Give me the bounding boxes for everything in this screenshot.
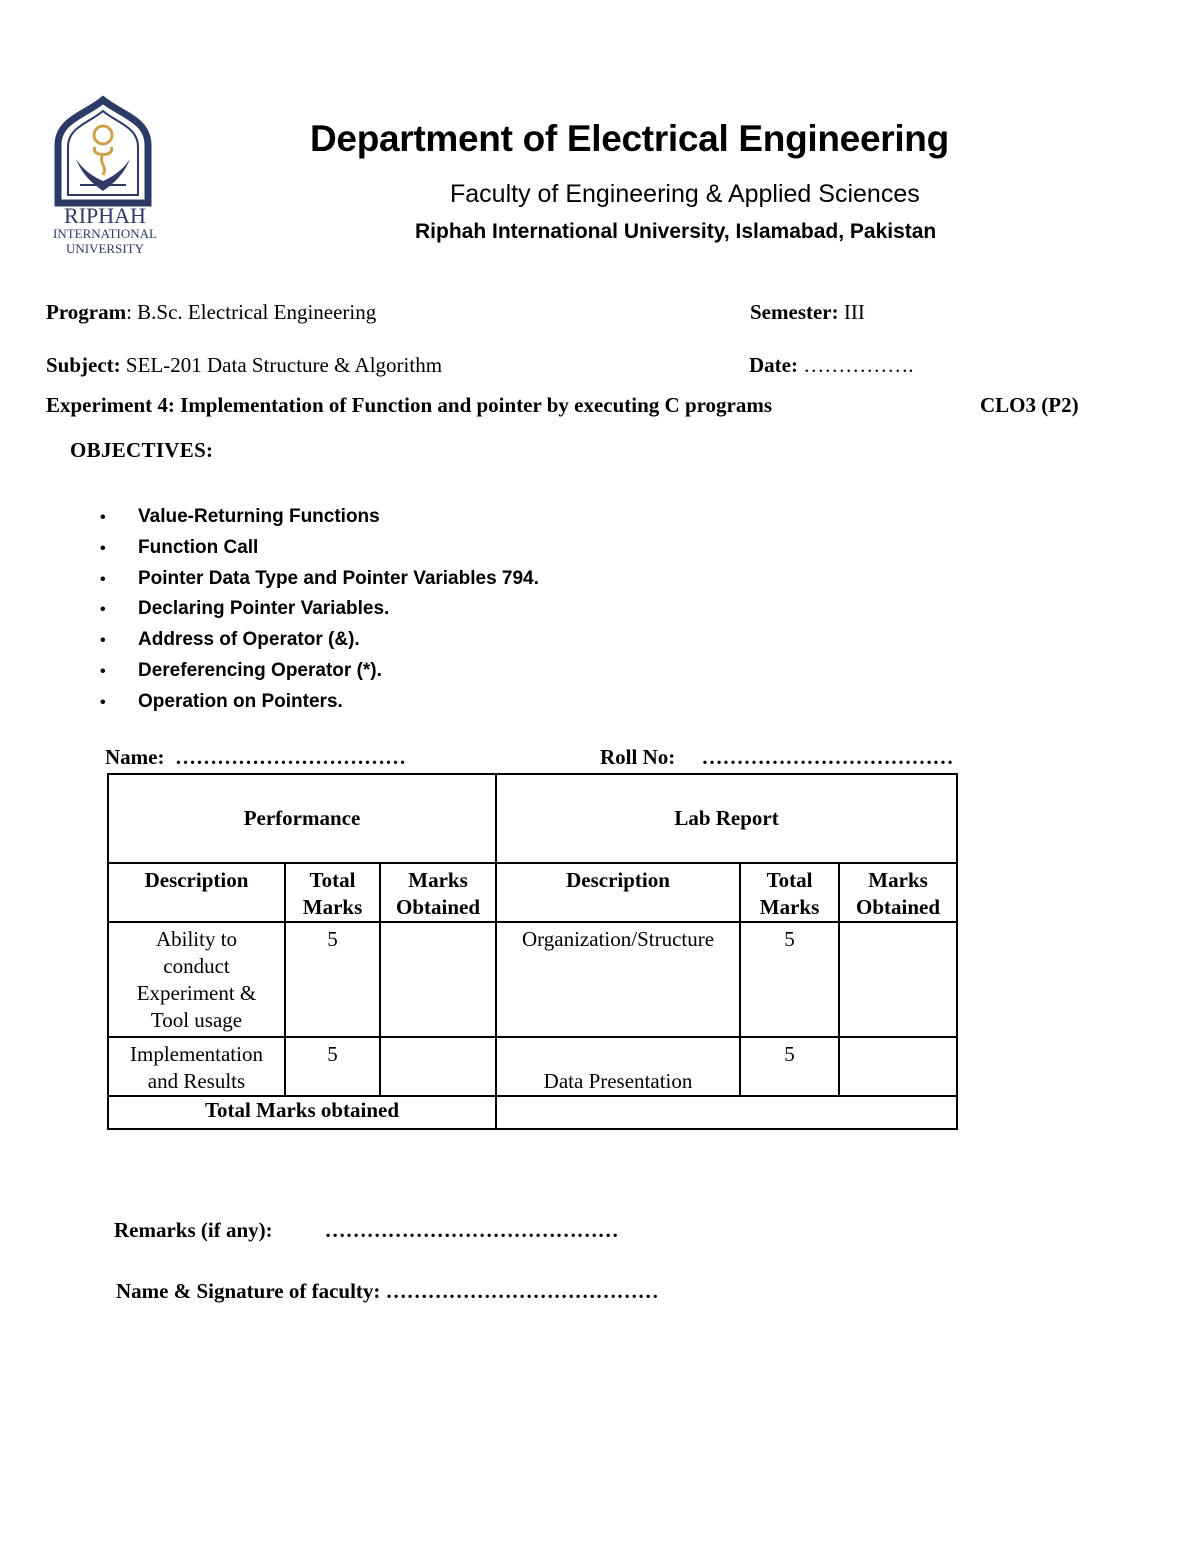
total-marks-value[interactable] <box>496 1096 957 1129</box>
signature-line <box>116 1279 659 1304</box>
roll-label: Roll No: <box>600 745 676 769</box>
objective-text: Value-Returning Functions <box>138 506 380 527</box>
logo-text-riphah: RIPHAH <box>64 203 146 228</box>
semester-label: Semester: <box>750 300 839 324</box>
objective-item <box>100 657 539 688</box>
logo-text-international: INTERNATIONAL <box>53 226 157 241</box>
logo-text-university: UNIVERSITY <box>66 241 144 256</box>
table-header-row <box>108 774 957 863</box>
objective-item <box>100 534 539 565</box>
objective-text: Address of Operator (&). <box>138 629 360 651</box>
objective-item <box>100 503 539 534</box>
objective-item <box>100 626 539 657</box>
bullet-icon: • <box>100 662 106 680</box>
bullet-icon: • <box>100 601 106 619</box>
name-line <box>105 745 406 770</box>
table-subheader-row <box>108 863 957 922</box>
objective-item <box>100 688 539 719</box>
table-row <box>108 1037 957 1096</box>
perf-total-header <box>285 863 380 922</box>
page-title: Department of Electrical Engineering <box>310 118 949 159</box>
subject-line <box>46 353 442 378</box>
lab-total-header <box>740 863 839 922</box>
university-name: Riphah International University, Islamabad, Pakistan <box>415 220 937 243</box>
roll-line <box>600 745 954 770</box>
header-text: Marks <box>408 868 468 892</box>
header-text: Marks <box>868 868 928 892</box>
cell-text: and Results <box>147 1069 246 1093</box>
table-row <box>108 922 957 1037</box>
perf-obtained-cell[interactable] <box>380 1037 496 1096</box>
header-text: Marks <box>302 895 363 919</box>
cell-text: Ability to <box>155 927 238 951</box>
total-row <box>108 1096 957 1129</box>
perf-total-cell: 5 <box>285 922 380 1037</box>
lab-total-cell: 5 <box>740 1037 839 1096</box>
perf-description-header: Description <box>108 863 285 922</box>
lab-description-header: Description <box>496 863 740 922</box>
objective-text: Declaring Pointer Variables. <box>138 598 390 620</box>
date-value: ……………. <box>797 353 914 377</box>
header-text: Total <box>309 868 356 892</box>
subject-value: SEL-201 Data Structure & Algorithm <box>120 353 443 377</box>
objectives-heading: OBJECTIVES: <box>70 438 214 462</box>
bullet-icon: • <box>100 570 106 588</box>
perf-total-cell: 5 <box>285 1037 380 1096</box>
roll-value: ……………………………… <box>701 745 954 769</box>
bullet-icon: • <box>100 693 106 711</box>
cell-text: conduct <box>163 954 230 978</box>
header-text: Total <box>766 868 813 892</box>
semester-value: III <box>838 300 865 324</box>
lab-total-cell: 5 <box>740 922 839 1037</box>
cell-text: Implementation <box>130 1042 263 1066</box>
lab-obtained-cell[interactable] <box>839 922 957 1037</box>
date-line <box>749 353 913 378</box>
program-label: Program <box>46 300 127 324</box>
name-label: Name: <box>105 745 165 769</box>
bullet-icon: • <box>100 632 106 650</box>
total-marks-label: Total Marks obtained <box>108 1096 496 1129</box>
faculty-name: Faculty of Engineering & Applied Sciences <box>450 180 920 208</box>
signature-label: Name & Signature of faculty: <box>116 1279 381 1303</box>
lab-description-cell: Organization/Structure <box>496 922 740 1037</box>
objective-text: Dereferencing Operator (*). <box>138 659 382 681</box>
objective-text: Pointer Data Type and Pointer Variables 794. <box>138 567 539 589</box>
perf-description-cell <box>108 922 285 1037</box>
perf-description-cell <box>108 1037 285 1096</box>
objective-text: Operation on Pointers. <box>138 690 343 712</box>
performance-header: Performance <box>108 774 496 863</box>
lab-obtained-header <box>839 863 957 922</box>
lab-description-cell: Data Presentation <box>496 1037 740 1096</box>
header-text: Marks <box>759 895 820 919</box>
program-line <box>46 300 376 325</box>
lab-obtained-cell[interactable] <box>839 1037 957 1096</box>
remarks-label: Remarks (if any): <box>114 1218 273 1242</box>
header-text: Obtained <box>396 895 481 919</box>
objective-item <box>100 565 539 596</box>
perf-obtained-header <box>380 863 496 922</box>
cell-text: Experiment & <box>136 981 257 1005</box>
cell-text: Tool usage <box>150 1008 243 1032</box>
marks-table <box>107 773 958 1130</box>
signature-value: ………………………………… <box>380 1279 659 1303</box>
lab-report-header: Lab Report <box>496 774 957 863</box>
subject-label: Subject: <box>46 353 121 377</box>
program-value: : B.Sc. Electrical Engineering <box>126 300 377 324</box>
name-value: …………………………… <box>174 745 406 769</box>
perf-obtained-cell[interactable] <box>380 922 496 1037</box>
university-logo <box>40 95 170 260</box>
bullet-icon: • <box>100 539 106 557</box>
objective-text: Function Call <box>138 536 259 558</box>
clo-label: CLO3 (P2) <box>980 393 1079 417</box>
objective-item <box>100 595 539 626</box>
experiment-title: Experiment 4: Implementation of Function and pointer by executing C programs <box>46 393 773 417</box>
date-label: Date: <box>749 353 798 377</box>
semester-line <box>750 300 865 325</box>
objectives-list <box>100 503 539 719</box>
remarks-value: …………………………………… <box>324 1218 619 1242</box>
remarks-line <box>114 1218 619 1243</box>
header-text: Obtained <box>856 895 941 919</box>
bullet-icon: • <box>100 509 106 526</box>
